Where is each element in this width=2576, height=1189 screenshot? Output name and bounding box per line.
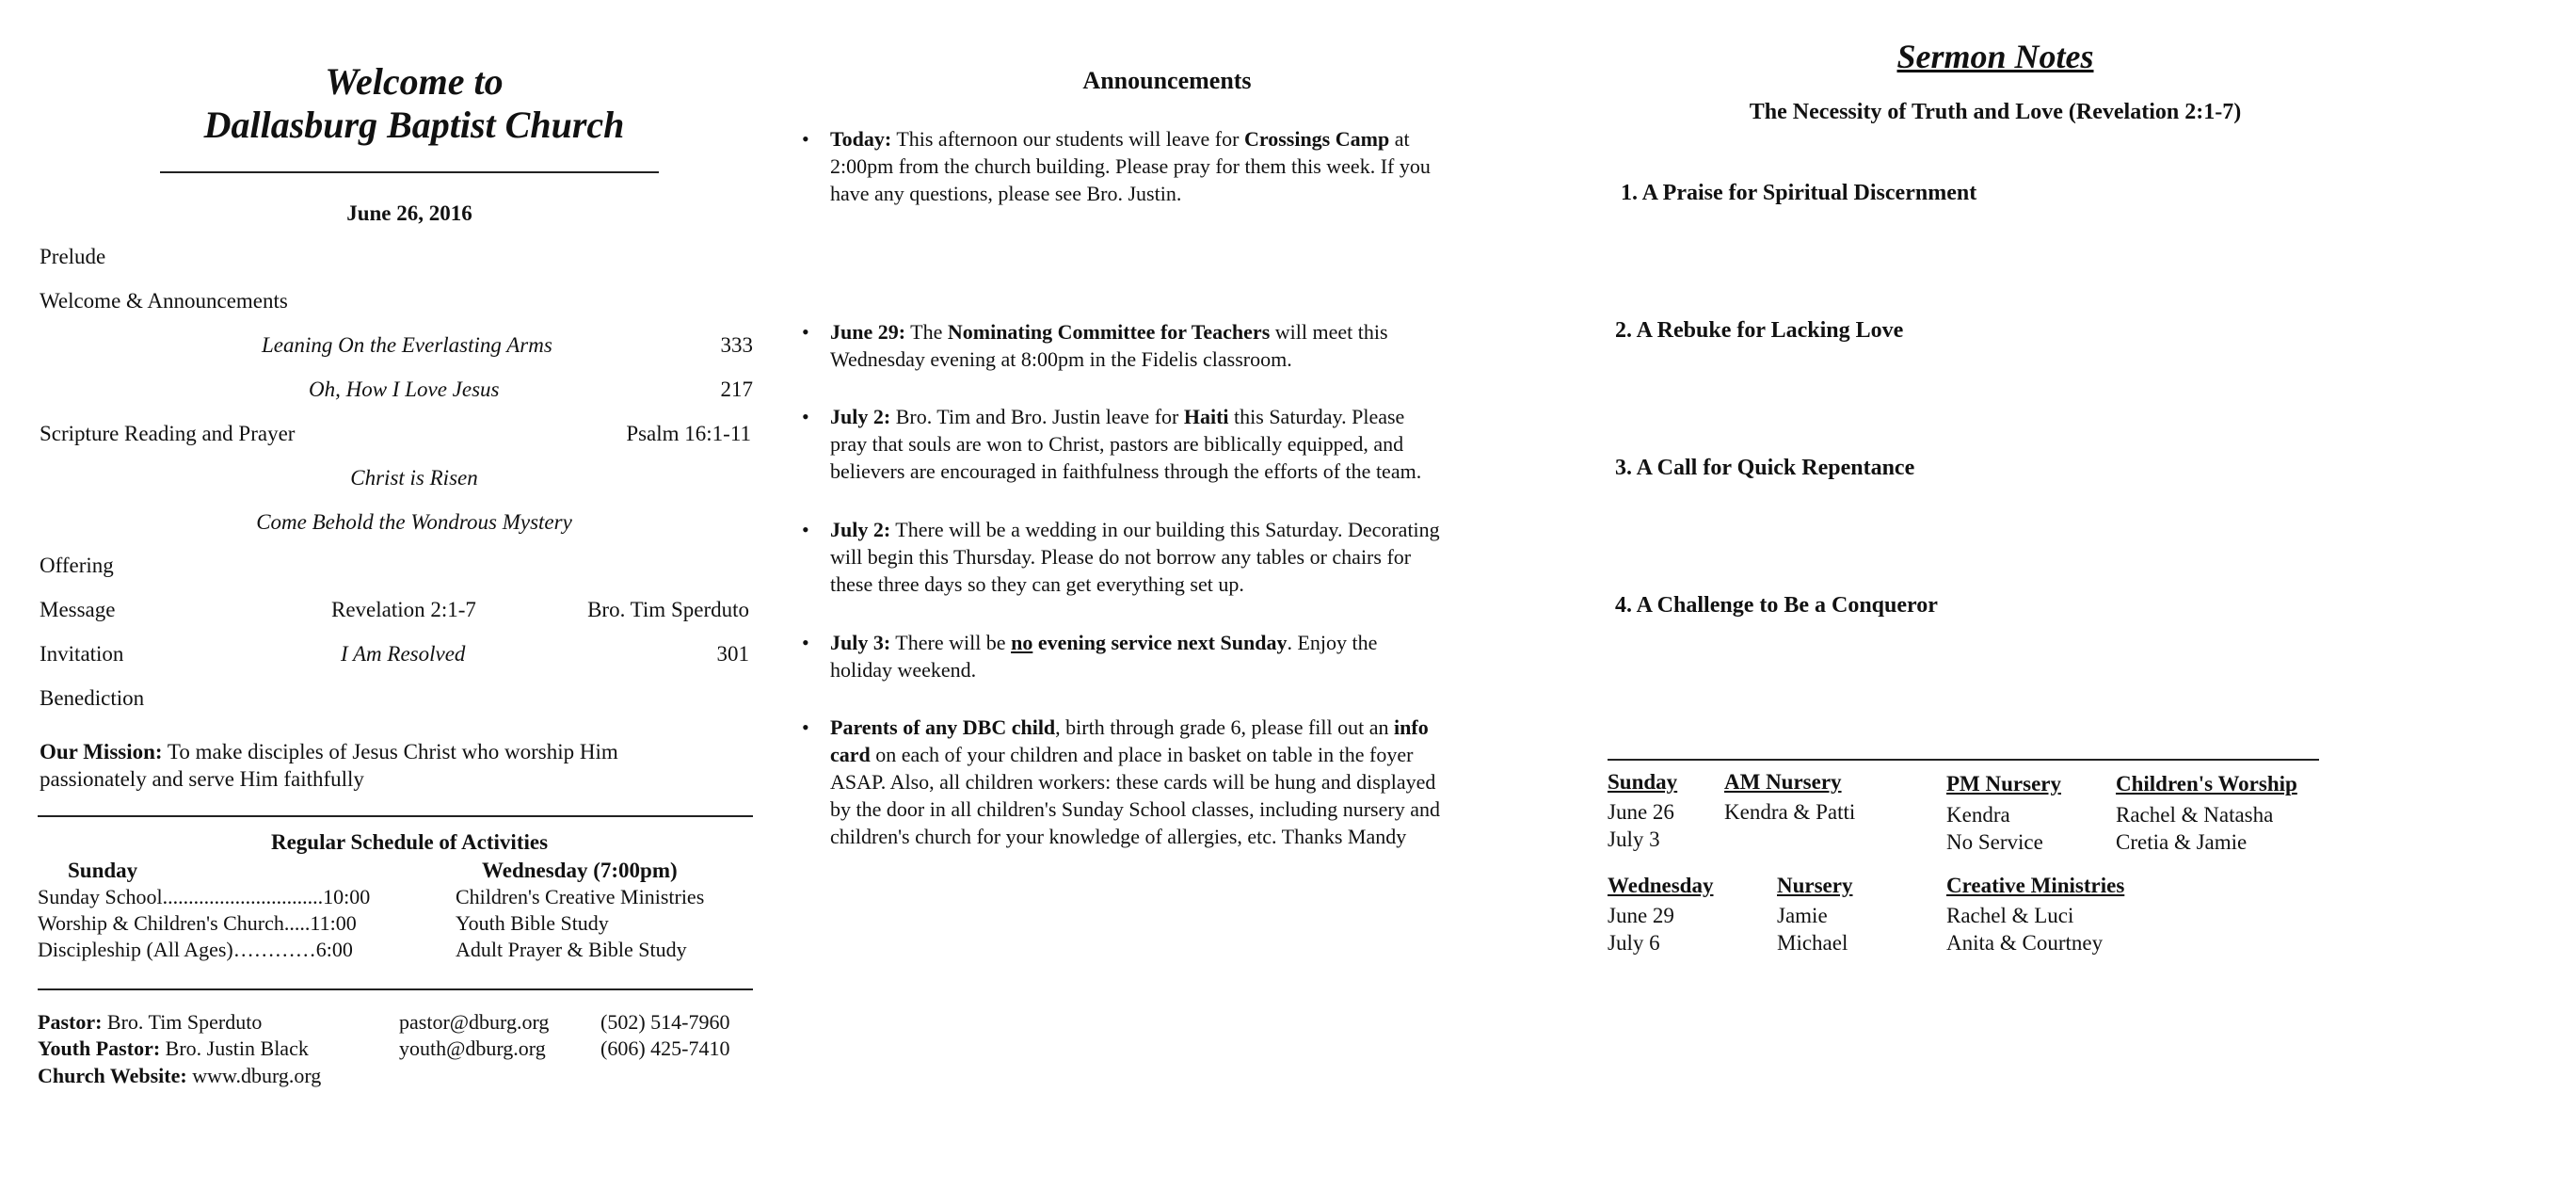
announcement-lead: Parents of any DBC child [830, 715, 1056, 739]
mission-label: Our Mission: [40, 740, 163, 763]
announcement-lead: July 2: [830, 518, 891, 541]
schedule-time: 6:00 [315, 938, 353, 961]
wednesday-nursery: Jamie [1777, 904, 1828, 927]
nursery-date: June 26 [1608, 800, 1674, 824]
schedule-sunday-head: Sunday [68, 859, 138, 882]
order-invitation: Invitation [40, 642, 124, 666]
title-divider [160, 171, 659, 173]
announcement-text: There will be a wedding in our building this Saturday. Decorating [890, 518, 1440, 541]
announcement-emphasis: Nominating Committee for Teachers [947, 320, 1271, 344]
announcement-emphasis: no [1011, 631, 1033, 654]
announcement-line: by the door in all children's Sunday School classes, including nursery and [830, 797, 1440, 821]
nursery-wednesday-head: Wednesday [1608, 874, 1714, 897]
announcement-line: 2:00pm from the church building. Please pray for them this week. If you [830, 154, 1431, 178]
announcement-lead: June 29: [830, 320, 906, 344]
announcement-line: these three days so they can get everything set up. [830, 572, 1244, 596]
wednesday-nursery: Michael [1777, 931, 1848, 955]
contact-website [38, 1063, 321, 1089]
wednesday-schedule-list [456, 884, 757, 963]
mission-text-2: passionately and serve Him faithfully [40, 767, 364, 791]
announcement-line: pray that souls are won to Christ, pastors are biblically equipped, and [830, 432, 1404, 456]
song-4-title: Come Behold the Wondrous Mystery [256, 510, 572, 534]
announcement-text: will meet this [1270, 320, 1388, 344]
announcement-item [802, 714, 1574, 850]
announcement-item [802, 125, 1574, 207]
announcements-list [802, 0, 1583, 1189]
invitation-number: 301 [716, 642, 749, 666]
children-worship: Cretia & Jamie [2116, 830, 2248, 854]
website-url: www.dburg.org [192, 1064, 322, 1087]
announcement-line: ASAP. Also, all children workers: these cards will be hung and displayed [830, 770, 1436, 794]
announcement-emphasis: card [830, 743, 871, 766]
schedule-dots: ………… [232, 938, 316, 961]
announcement-text: on each of your children and place in basket on table in the foyer [870, 743, 1414, 766]
sermon-subtitle: The Necessity of Truth and Love (Revelation 2:1-7) [1749, 100, 2242, 124]
schedule-divider-top [38, 815, 753, 817]
nursery-pm-head: PM Nursery [1946, 772, 2061, 795]
announcement-item [802, 318, 1574, 373]
hymn-2-title: Oh, How I Love Jesus [309, 378, 500, 401]
order-scripture: Scripture Reading and Prayer [40, 422, 296, 445]
announcement-item [802, 403, 1574, 485]
wednesday-date: July 6 [1608, 931, 1660, 955]
nursery-am-head: AM Nursery [1724, 770, 1842, 794]
schedule-row [38, 884, 424, 910]
announcement-line: Wednesday evening at 8:00pm in the Fidelis classroom. [830, 347, 1292, 371]
order-welcome: Welcome & Announcements [40, 289, 288, 313]
announcement-item [802, 516, 1574, 598]
nursery-pm: No Service [1946, 830, 2043, 854]
sermon-notes-title: Sermon Notes [1896, 38, 2094, 75]
bullet-icon: • [802, 320, 809, 344]
website-label: Church Website: [38, 1064, 187, 1087]
announcement-emphasis: info [1394, 715, 1429, 739]
pastor-name: Bro. Tim Sperduto [106, 1010, 263, 1034]
schedule-row [38, 937, 424, 963]
creative-ministries: Rachel & Luci [1946, 904, 2074, 927]
schedule-time: 11:00 [310, 911, 357, 935]
schedule-name: Discipleship (All Ages) [38, 938, 233, 961]
bullet-icon: • [802, 631, 809, 654]
hymn-1-number: 333 [720, 333, 753, 357]
welcome-line-1: Welcome to [325, 60, 504, 103]
order-message: Message [40, 598, 116, 621]
announcement-line: believers are encouraged in faithfulness through the efforts of the team. [830, 459, 1422, 483]
sermon-point: 2. A Rebuke for Lacking Love [1615, 318, 1904, 343]
announcements-title: Announcements [1082, 67, 1252, 94]
nursery-divider [1608, 759, 2319, 761]
sermon-point: 3. A Call for Quick Repentance [1615, 456, 1915, 480]
nursery-date: July 3 [1608, 827, 1660, 851]
nursery-am: Kendra & Patti [1724, 800, 1856, 824]
order-offering: Offering [40, 554, 114, 577]
announcement-emphasis: evening service next Sunday [1032, 631, 1288, 654]
announcement-lead: Today: [830, 127, 892, 151]
schedule-name: Worship & Children's Church [38, 911, 284, 935]
creative-ministries-head: Creative Ministries [1946, 874, 2125, 897]
announcement-line: have any questions, please see Bro. Justin. [830, 182, 1182, 205]
sunday-schedule-list [38, 884, 424, 963]
announcement-text: this Saturday. Please [1228, 405, 1405, 428]
message-reference: Revelation 2:1-7 [331, 598, 476, 621]
wednesday-nursery-head: Nursery [1777, 874, 1853, 897]
announcement-lead: July 2: [830, 405, 891, 428]
youth-label: Youth Pastor: [38, 1036, 161, 1060]
announcement-text: The [905, 320, 948, 344]
children-worship: Rachel & Natasha [2116, 803, 2274, 827]
sermon-point: 1. A Praise for Spiritual Discernment [1621, 181, 1977, 205]
scripture-reference: Psalm 16:1-11 [626, 422, 751, 445]
song-3-title: Christ is Risen [350, 466, 478, 490]
welcome-title [151, 60, 678, 147]
schedule-title: Regular Schedule of Activities [270, 830, 549, 854]
order-prelude: Prelude [40, 245, 106, 268]
wednesday-item: Children's Creative Ministries [456, 885, 705, 908]
service-date: June 26, 2016 [346, 201, 472, 225]
schedule-dots: ............................... [162, 885, 324, 908]
nursery-pm: Kendra [1946, 803, 2010, 827]
welcome-line-2: Dallasburg Baptist Church [203, 104, 625, 146]
announcement-lead: July 3: [830, 631, 891, 654]
nursery-sunday-head: Sunday [1608, 770, 1678, 794]
schedule-wednesday-head: Wednesday (7:00pm) [482, 859, 678, 882]
schedule-divider-bottom [38, 988, 753, 990]
announcement-text: . Enjoy the [1287, 631, 1378, 654]
announcement-line: holiday weekend. [830, 658, 977, 682]
bullet-icon: • [802, 127, 809, 151]
children-worship-head: Children's Worship [2116, 772, 2297, 795]
youth-phone: (606) 425-7410 [600, 1036, 730, 1060]
invitation-song: I Am Resolved [341, 642, 466, 666]
wednesday-item: Adult Prayer & Bible Study [456, 938, 687, 961]
contact-pastor [38, 1009, 262, 1036]
announcement-text: There will be [890, 631, 1012, 654]
mission-statement [40, 738, 755, 793]
schedule-name: Sunday School [38, 885, 163, 908]
announcement-emphasis: Crossings Camp [1243, 127, 1390, 151]
youth-email: youth@dburg.org [399, 1036, 546, 1060]
hymn-1-title: Leaning On the Everlasting Arms [262, 333, 552, 357]
announcement-emphasis: Haiti [1183, 405, 1229, 428]
announcement-text: at [1389, 127, 1410, 151]
bullet-icon: • [802, 405, 809, 428]
schedule-dots: ..... [283, 911, 311, 935]
wednesday-date: June 29 [1608, 904, 1674, 927]
contact-youth-pastor [38, 1036, 309, 1062]
pastor-label: Pastor: [38, 1010, 103, 1034]
mission-text: To make disciples of Jesus Christ who worship Him [167, 740, 618, 763]
announcement-line: will begin this Thursday. Please do not borrow any tables or chairs for [830, 545, 1412, 569]
message-speaker: Bro. Tim Sperduto [587, 598, 749, 621]
schedule-time: 10:00 [323, 885, 371, 908]
announcement-text: This afternoon our students will leave for [891, 127, 1244, 151]
announcement-text: Bro. Tim and Bro. Justin leave for [890, 405, 1184, 428]
pastor-phone: (502) 514-7960 [600, 1010, 730, 1034]
youth-name: Bro. Justin Black [165, 1036, 309, 1060]
bullet-icon: • [802, 715, 809, 739]
order-benediction: Benediction [40, 686, 145, 710]
pastor-email: pastor@dburg.org [399, 1010, 550, 1034]
announcement-line: children's church for your knowledge of allergies, etc. Thanks Mandy [830, 825, 1407, 848]
schedule-row [38, 910, 424, 937]
sermon-point: 4. A Challenge to Be a Conqueror [1615, 593, 1938, 618]
creative-ministries: Anita & Courtney [1946, 931, 2104, 955]
announcement-text: , birth through grade 6, please fill out an [1055, 715, 1395, 739]
bullet-icon: • [802, 518, 809, 541]
hymn-2-number: 217 [720, 378, 753, 401]
wednesday-item: Youth Bible Study [456, 911, 609, 935]
announcement-item [802, 629, 1574, 683]
